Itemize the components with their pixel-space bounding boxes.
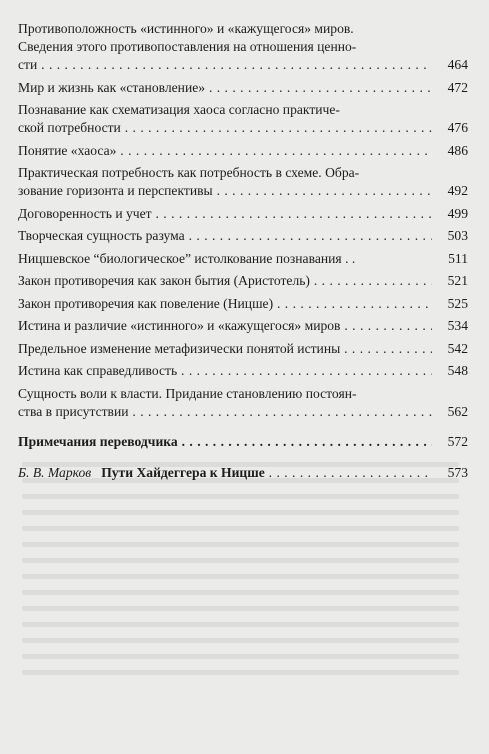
toc-entry-line: Сущность воли к власти. Придание становлению постоян-: [18, 385, 357, 401]
toc-entry-line: Понятие «хаоса» . . .: [18, 142, 432, 160]
toc-entry-line: Ницшевское “биологическое” истолкование познавания . .: [18, 250, 356, 266]
toc-entry-line: Противоположность «истинного» и «кажущегося» миров.: [18, 21, 354, 36]
table-of-contents: [18, 20, 468, 486]
toc-entry-notes: [18, 433, 468, 451]
toc-page-number: 464: [447, 57, 468, 72]
toc-entry: [18, 164, 468, 200]
toc-entry-afterword: [18, 464, 468, 482]
toc-entry-line: Мир и жизнь как «становление» . . .: [18, 79, 432, 97]
toc-entry-line: Закон противоречия как повеление (Ницше) . . .: [18, 295, 432, 313]
toc-entry: [18, 250, 468, 268]
toc-entry-line: Творческая сущность разума . . .: [18, 227, 432, 245]
show-through-line: [22, 590, 459, 595]
toc-entry: [18, 385, 468, 421]
toc-page-number: 572: [447, 434, 468, 449]
toc-page-number: 476: [447, 120, 468, 135]
toc-entry-line: ства в присутствии . . .: [18, 403, 432, 421]
toc-page-number: 472: [447, 79, 468, 95]
toc-entry: [18, 142, 468, 160]
show-through-line: [22, 542, 459, 547]
toc-entry: [18, 317, 468, 335]
toc-entry-line: Познавание как схематизация хаоса согласно практиче-: [18, 102, 340, 117]
toc-entry-line: сти . . .: [18, 56, 432, 74]
show-through-line: [22, 606, 459, 611]
afterword-author: Б. В. Марков: [18, 464, 92, 480]
toc-page-number: 542: [447, 340, 468, 356]
toc-page-number: 499: [447, 205, 468, 221]
toc-entry-line: Истина и различие «истинного» и «кажущегося» миров . . .: [18, 317, 432, 335]
show-through-line: [22, 574, 459, 579]
show-through-line: [22, 526, 459, 531]
toc-entry-line: Практическая потребность как потребность в схеме. Обра-: [18, 165, 360, 180]
toc-entry-line: Сведения этого противопоставления на отношения ценно-: [18, 39, 357, 54]
toc-entry-line: Истина как справедливость . . .: [18, 362, 432, 380]
toc-entry: [18, 272, 468, 290]
toc-entry-line: Договоренность и учет . . .: [18, 205, 432, 223]
toc-page-number: 548: [447, 363, 468, 378]
toc-page-number: 492: [447, 183, 468, 198]
toc-page-number: 486: [447, 142, 468, 158]
afterword-title: Пути Хайдеггера к Ницше: [101, 464, 265, 480]
toc-entry: [18, 20, 468, 74]
afterword-line: [18, 464, 432, 482]
toc-page-number: 534: [447, 318, 468, 333]
show-through-line: [22, 638, 459, 643]
toc-page-number: 503: [447, 228, 468, 243]
toc-entry: [18, 205, 468, 223]
toc-entry-line: зование горизонта и перспективы . . .: [18, 182, 432, 200]
toc-entry: [18, 101, 468, 137]
show-through-line: [22, 654, 459, 659]
toc-entry: [18, 295, 468, 313]
toc-entry-line: Закон противоречия как закон бытия (Аристотель) . . .: [18, 272, 432, 290]
notes-title: Примечания переводчика . . .: [18, 433, 432, 451]
toc-page-number: 511: [448, 250, 468, 266]
toc-page-number: 525: [447, 295, 468, 311]
show-through-line: [22, 510, 459, 515]
show-through-line: [22, 558, 459, 563]
toc-page-number: 573: [447, 464, 468, 480]
toc-entry: [18, 79, 468, 97]
toc-entry: [18, 340, 468, 358]
toc-entry-line: ской потребности . . .: [18, 119, 432, 137]
toc-entry-line: Предельное изменение метафизически понятой истины . . .: [18, 340, 432, 358]
toc-page-number: 521: [447, 273, 468, 288]
toc-page-number: 562: [447, 403, 468, 419]
toc-entry: [18, 362, 468, 380]
show-through-line: [22, 494, 459, 499]
toc-entry: [18, 227, 468, 245]
show-through-line: [22, 670, 459, 675]
show-through-line: [22, 622, 459, 627]
